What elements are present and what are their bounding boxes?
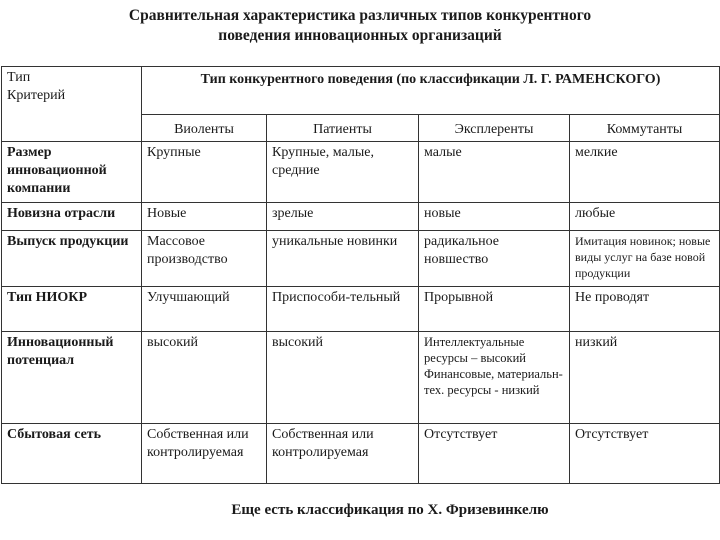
table-cell: Крупные, малые, средние xyxy=(267,142,419,203)
table-cell: Собственная или контролируемая xyxy=(267,424,419,484)
table-row xyxy=(2,231,720,287)
table-cell: высокий xyxy=(267,332,419,424)
table-cell: высокий xyxy=(142,332,267,424)
table-cell: Приспособи-тельный xyxy=(267,287,419,332)
header-row-group xyxy=(2,67,720,115)
table-cell: Прорывной xyxy=(419,287,570,332)
table-row xyxy=(2,424,720,484)
table-row xyxy=(2,203,720,231)
table-cell: малые xyxy=(419,142,570,203)
table-cell: зрелые xyxy=(267,203,419,231)
table-row xyxy=(2,332,720,424)
corner-header-cell xyxy=(2,67,142,142)
table-cell: низкий xyxy=(570,332,720,424)
table-cell: Не проводят xyxy=(570,287,720,332)
table-cell: любые xyxy=(570,203,720,231)
table-cell: Новые xyxy=(142,203,267,231)
comparison-table xyxy=(1,66,720,484)
table-cell: Отсутствует xyxy=(570,424,720,484)
table-row xyxy=(2,142,720,203)
table-cell: новые xyxy=(419,203,570,231)
criterion-cell: Выпуск продукции xyxy=(2,231,142,287)
table-cell: Массовое производство xyxy=(142,231,267,287)
table-cell: уникальные новинки xyxy=(267,231,419,287)
table-cell: Крупные xyxy=(142,142,267,203)
table-cell: Интеллектуальные ресурсы – высокий Финансовые, материальн-тех. ресурсы - низкий xyxy=(419,332,570,424)
type-header-commutants: Коммутанты xyxy=(570,115,720,142)
table-cell: Улучшающий xyxy=(142,287,267,332)
type-header-patients: Патиенты xyxy=(267,115,419,142)
table-cell: Имитация новинок; новые виды услуг на базе новой продукции xyxy=(570,231,720,287)
table-cell: Отсутствует xyxy=(419,424,570,484)
type-header-explerents: Эксплеренты xyxy=(419,115,570,142)
criterion-cell: Сбытовая сеть xyxy=(2,424,142,484)
criterion-cell: Инновационный потенциал xyxy=(2,332,142,424)
table-cell: радикальное новшество xyxy=(419,231,570,287)
table-cell: мелкие xyxy=(570,142,720,203)
table-cell: Собственная или контролируемая xyxy=(142,424,267,484)
criterion-cell: Новизна отрасли xyxy=(2,203,142,231)
criterion-cell: Тип НИОКР xyxy=(2,287,142,332)
title-line-1: Сравнительная характеристика различных типов конкурентного xyxy=(128,7,592,24)
type-header-violents: Виоленты xyxy=(142,115,267,142)
corner-criterion-label: Критерий xyxy=(7,88,66,103)
corner-type-label: Тип xyxy=(7,70,31,85)
footer-note: Еще есть классификация по Х. Фризевинкелю xyxy=(231,502,549,518)
criterion-cell: Размер инновационной компании xyxy=(2,142,142,203)
page-title xyxy=(0,6,720,46)
title-line-2: поведения инновационных организаций xyxy=(218,27,502,44)
group-header: Тип конкурентного поведения (по классификации Л. Г. РАМЕНСКОГО) xyxy=(142,67,720,115)
table-row xyxy=(2,287,720,332)
